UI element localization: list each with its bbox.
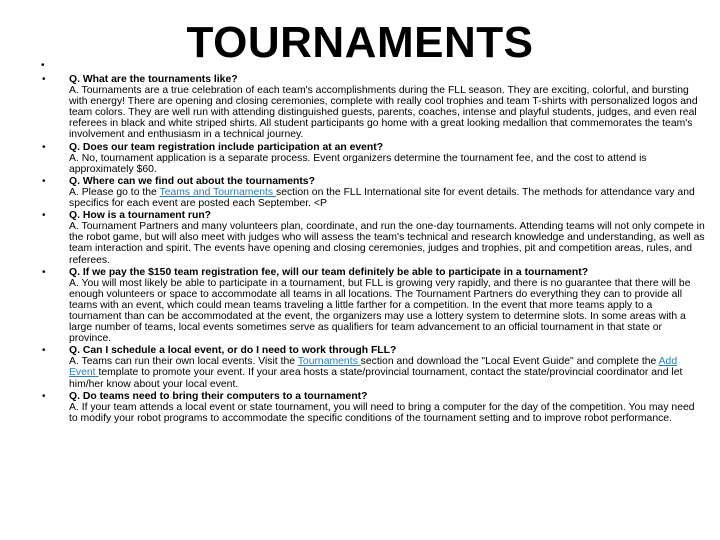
faq-item [0,345,720,389]
faq-question: Q. What are the tournaments like? [69,74,238,85]
bullet: • [42,141,46,153]
faq-item [0,74,720,141]
faq-item [0,267,720,345]
faq-answer: A. Please go to the Teams and Tournaments section on the FLL International site for event details. The methods for attendance vary and specifics for each event are posted each September. <P [69,186,695,210]
faq-question: Q. Does our team registration include participation at an event? [69,141,384,153]
faq-answer: A. You will most likely be able to participate in a tournament, but FLL is growing very rapidly, and there is no guarantee that there will be enough volunteers or space to accommodate all teams in all locations. The Tournament Partners do everything they can to provide all teams with an event, which could mean teams traveling a little farther for a competition. In the event that more teams apply to a tournament than can be accommodated at the event, the organizers may use a lottery system to determine slots. In some areas with a large number of teams, local events sometimes serve as qualifiers for team advancement to an official tournament in that state or province. [69,277,691,345]
add-event-link[interactable]: Add Event [69,356,678,379]
faq-question: Q. Can I schedule a local event, or do I need to work through FLL? [69,345,397,357]
bullet: • [42,266,46,278]
faq-question: Q. Where can we find out about the tournaments? [69,175,315,187]
tournaments-link[interactable]: Tournaments [297,356,361,368]
page-title: TOURNAMENTS [186,18,534,67]
bullet: • [42,175,46,187]
faq-list [0,74,720,424]
faq-answer: A. No, tournament application is a separate process. Event organizers determine the tournament fee, and the cost to attend is approximately $60. [69,152,647,175]
bullet: • [42,210,46,222]
faq-answer: A. Teams can run their own local events. Visit the Tournaments section and download the "Local Event Guide" and complete the Add Event template to promote your event. If your area hosts a state/provincial tournament, contact the state/provincial coordinator and let him/her know about your local event. [69,356,683,390]
faq-item [0,391,720,424]
faq-item [0,142,720,175]
bullet: • [42,390,46,402]
faq-item [0,176,720,209]
faq-question: Q. How is a tournament run? [69,210,212,222]
faq-answer: A. Tournaments are a true celebration of each team's accomplishments during the FLL season. They are exciting, colorful, and bursting with energy! There are opening and closing ceremonies, complete with really cool trophies and team T-shirts with personalized logos and team colors. They are well run with attending distinguished guests, parents, coaches, intense and playful students, judges, and even real referees in black and white striped shirts. All student participants go home with a great looking medallion that commemorates the team's involvement and enthusiasm in a technical journey. [69,85,698,141]
bullet: • [42,74,46,85]
faq-answer: A. Tournament Partners and many volunteers plan, coordinate, and run the one-day tournaments. Attending teams will not only compete in the robot game, but will also meet with judges who will assess the team's technical and research knowledge and understanding, as well as team interaction and spirit. The events have opening and closing ceremonies, judges and trophies, pit and competition areas, rules, and referees. [69,221,705,266]
bullet: • [42,345,46,357]
faq-item [0,210,720,265]
faq-question: Q. Do teams need to bring their computers to a tournament? [69,390,368,402]
faq-question: Q. If we pay the $150 team registration fee, will our team definitely be able to participate in a tournament? [69,266,589,278]
faq-answer: A. If your team attends a local event or state tournament, you will need to bring a computer for the day of the competition. You may need to modify your robot programs to accommodate the specific conditions of the tournament setting and to improve robot performance. [69,401,695,424]
teams-and-tournaments-link[interactable]: Teams and Tournaments [159,186,276,198]
empty-bullet: • [41,60,45,71]
